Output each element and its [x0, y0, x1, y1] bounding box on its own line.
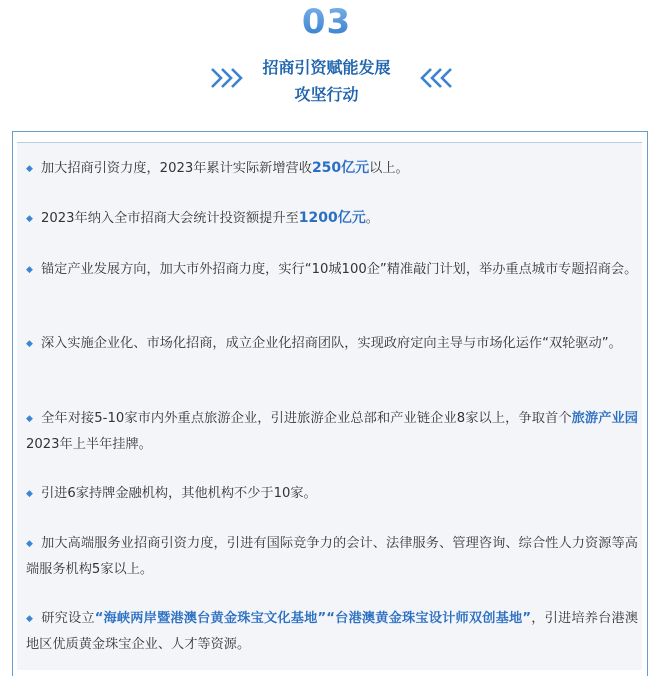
- double-chevron-left-icon: [417, 66, 453, 90]
- highlight-value: 250亿元: [311, 160, 370, 176]
- diamond-bullet-icon: ◆: [26, 265, 33, 275]
- section-header: [0, 0, 653, 130]
- diamond-bullet-icon: ◆: [26, 539, 33, 549]
- diamond-bullet-icon: ◆: [26, 614, 33, 624]
- list-item: ◆ 加大招商引资力度，2023年累计实际新增营收250亿元以上。: [26, 156, 638, 182]
- list-item: ◆ 2023年纳入全市招商大会统计投资额提升至1200亿元。: [26, 206, 638, 232]
- diamond-bullet-icon: ◆: [26, 339, 33, 349]
- diamond-bullet-icon: ◆: [26, 489, 33, 499]
- section-title-line1: 招商引资赋能发展: [262, 58, 391, 77]
- list-item: ◆ 深入实施企业化、市场化招商，成立企业化招商团队，实现政府定向主导与市场化运作“双轮驱动”。: [26, 331, 638, 357]
- list-item: ◆ 引进6家持牌金融机构，其他机构不少于10家。: [26, 481, 638, 507]
- highlight-value: 1200亿元: [298, 210, 366, 226]
- diamond-bullet-icon: ◆: [26, 414, 33, 424]
- list-item: ◆ 全年对接5-10家市内外重点旅游企业，引进旅游企业总部和产业链企业8家以上，争取首个旅游产业园2023年上半年挂牌。: [26, 406, 638, 457]
- diamond-bullet-icon: ◆: [26, 164, 33, 174]
- highlight-text: “海峡两岸暨港澳台黄金珠宝文化基地”“台港澳黄金珠宝设计师双创基地”: [94, 611, 532, 626]
- section-title-line2: 攻坚行动: [294, 85, 359, 104]
- section-number: 03: [301, 2, 352, 42]
- diamond-bullet-icon: ◆: [26, 214, 33, 224]
- highlight-text: 旅游产业园: [571, 411, 638, 426]
- section-title: [0, 54, 653, 108]
- list-item: ◆ 锚定产业发展方向，加大市外招商力度，实行“10城100企”精准敲门计划，举办重点城市专题招商会。: [26, 257, 638, 283]
- list-item: ◆ 研究设立“海峡两岸暨港澳台黄金珠宝文化基地”“台港澳黄金珠宝设计师双创基地”，引进培养台港澳地区优质黄金珠宝企业、人才等资源。: [26, 606, 638, 657]
- list-item: ◆ 加大高端服务业招商引资力度，引进有国际竞争力的会计、法律服务、管理咨询、综合性人力资源等高端服务机构5家以上。: [26, 531, 638, 582]
